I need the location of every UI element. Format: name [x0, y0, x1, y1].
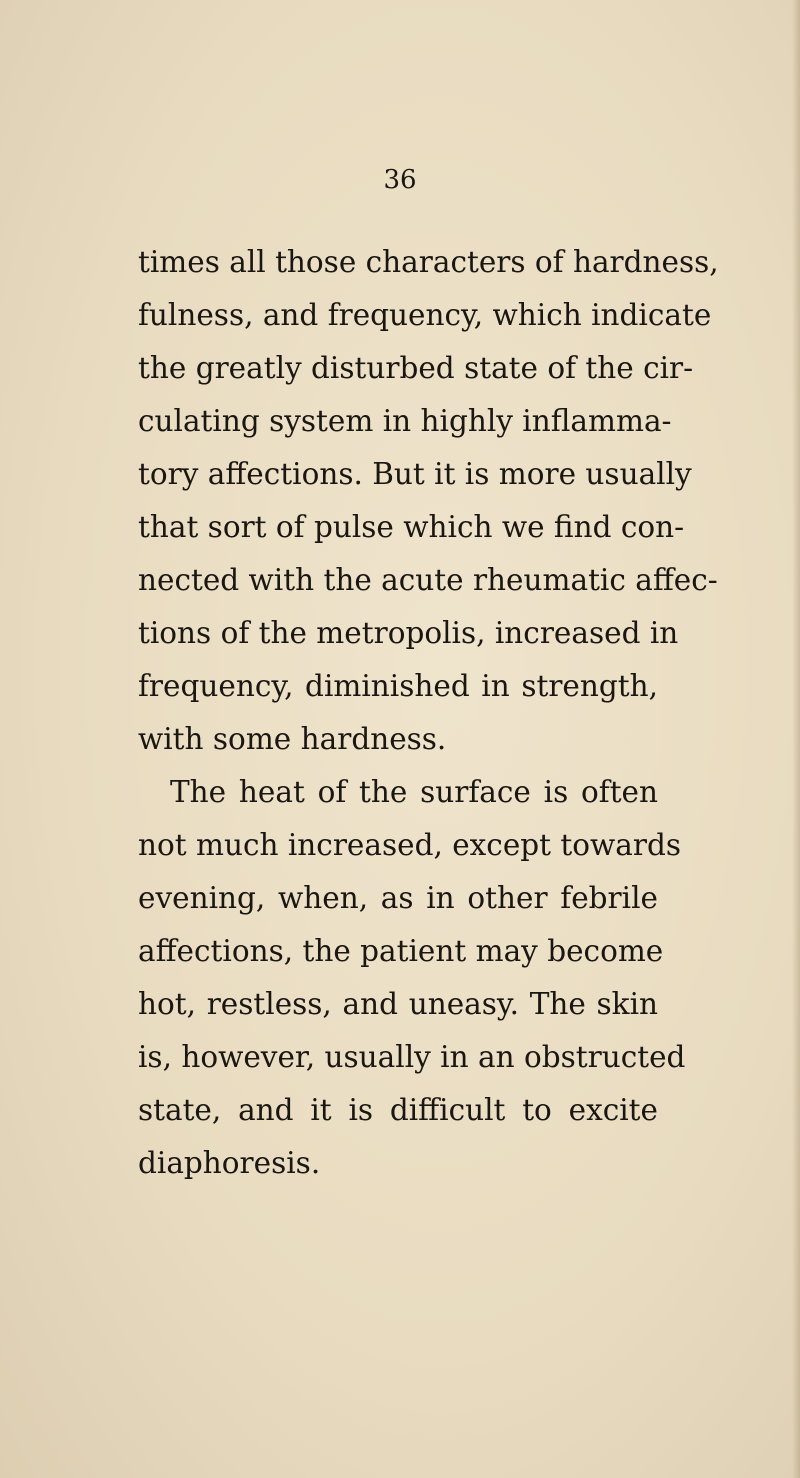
text-line: times all those characters of hardness,: [138, 245, 719, 279]
page-number: 36: [383, 165, 417, 195]
text-line: is, however, usually in an obstructed: [138, 1040, 686, 1074]
text-line: tory affections. But it is more usually: [138, 457, 692, 491]
text-line: fulness, and frequency, which indicate: [138, 298, 712, 332]
text-line: tions of the metropolis, increased in: [138, 616, 679, 650]
text-line: with some hardness.: [138, 722, 447, 756]
page-edge-shadow: [792, 0, 800, 1478]
text-line: culating system in highly inflamma-: [138, 404, 672, 438]
text-line: diaphoresis.: [138, 1146, 321, 1180]
text-line: evening, when, as in other febrile: [138, 881, 658, 915]
text-line: the greatly disturbed state of the cir-: [138, 351, 694, 385]
text-line: nected with the acute rheumatic affec-: [138, 563, 718, 597]
text-line: hot, restless, and uneasy. The skin: [138, 987, 658, 1021]
body-text: [138, 236, 719, 1190]
text-line: that sort of pulse which we find con-: [138, 510, 685, 544]
text-line: The heat of the surface is often: [170, 775, 658, 809]
text-line: not much increased, except towards: [138, 828, 681, 862]
text-line: state, and it is difficult to excite: [138, 1093, 658, 1127]
text-line: affections, the patient may become: [138, 934, 664, 968]
text-line: frequency, diminished in strength,: [138, 669, 658, 703]
